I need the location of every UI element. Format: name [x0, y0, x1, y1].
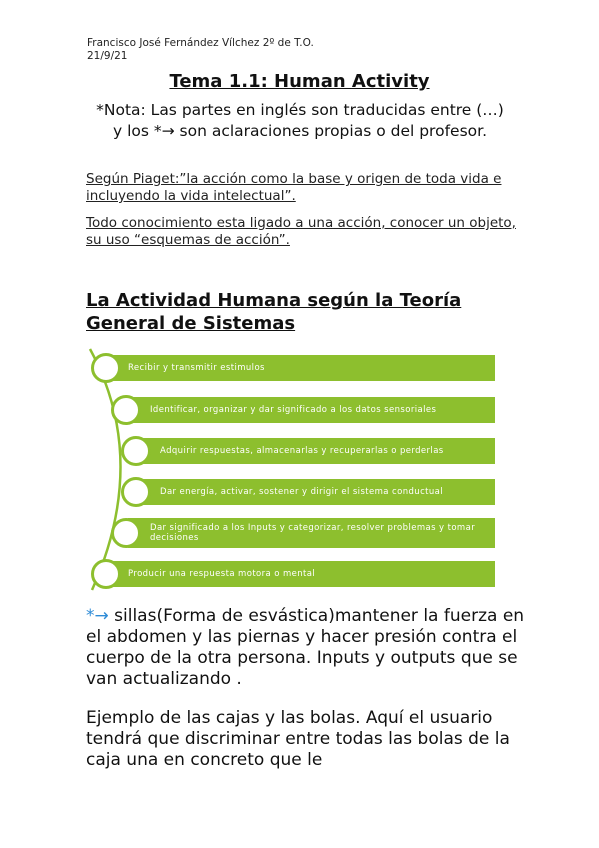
diagram-node-5 [111, 518, 141, 548]
diagram-node-3 [121, 436, 151, 466]
author-line: Francisco José Fernández Vílchez 2º de T.O. [87, 37, 314, 49]
diagram-node-1 [91, 353, 121, 383]
diagram-step-4-label: Dar energía, activar, sostener y dirigir el sistema conductual [160, 487, 444, 497]
piaget-quote: Según Piaget:”la acción como la base y origen de toda vida e incluyendo la vida intelectual”. [86, 171, 502, 204]
diagram-step-6 [108, 561, 495, 587]
note-text: sillas(Forma de esvástica)mantener la fuerza en el abdomen y las piernas y hacer presión contra el cuerpo de la otra persona. Inputs y outputs que se van actualizando . [86, 606, 525, 689]
diagram-step-5 [128, 518, 495, 548]
diagram-node-4 [121, 477, 151, 507]
diagram-step-4 [138, 479, 495, 505]
diagram-step-3 [138, 438, 495, 464]
diagram-node-6 [91, 559, 121, 589]
example-paragraph: Ejemplo de las cajas y las bolas. Aquí el usuario tendrá que discriminar entre todas las bolas de la caja una en concreto que le [86, 708, 510, 770]
diagram-node-2 [111, 395, 141, 425]
date-line: 21/9/21 [87, 50, 128, 62]
section-heading: La Actividad Humana según la Teoría General de Sistemas [86, 290, 462, 334]
diagram-step-1-label: Recibir y transmitir estimulos [128, 363, 265, 373]
diagram-step-1 [108, 355, 495, 381]
diagram-step-3-label: Adquirir respuestas, almacenarlas y recuperarlas o perderlas [160, 446, 444, 456]
translation-note: *Nota: Las partes en inglés son traducidas entre (…) y los *→ son aclaraciones propias o del profesor. [96, 101, 504, 140]
note-arrow-marker: *→ [86, 606, 109, 626]
diagram-step-5-label: Dar significado a los Inputs y categorizar, resolver problemas y tomar decisiones [150, 523, 476, 543]
diagram-step-2 [128, 397, 495, 423]
diagram-step-2-label: Identificar, organizar y dar significado a los datos sensoriales [150, 405, 437, 415]
professor-note [86, 606, 526, 690]
diagram-step-6-label: Producir una respuesta motora o mental [128, 569, 316, 579]
document-title: Tema 1.1: Human Activity [169, 71, 430, 92]
knowledge-statement: Todo conocimiento esta ligado a una acción, conocer un objeto, su uso “esquemas de acción”. [86, 215, 516, 248]
author-header [87, 37, 314, 63]
